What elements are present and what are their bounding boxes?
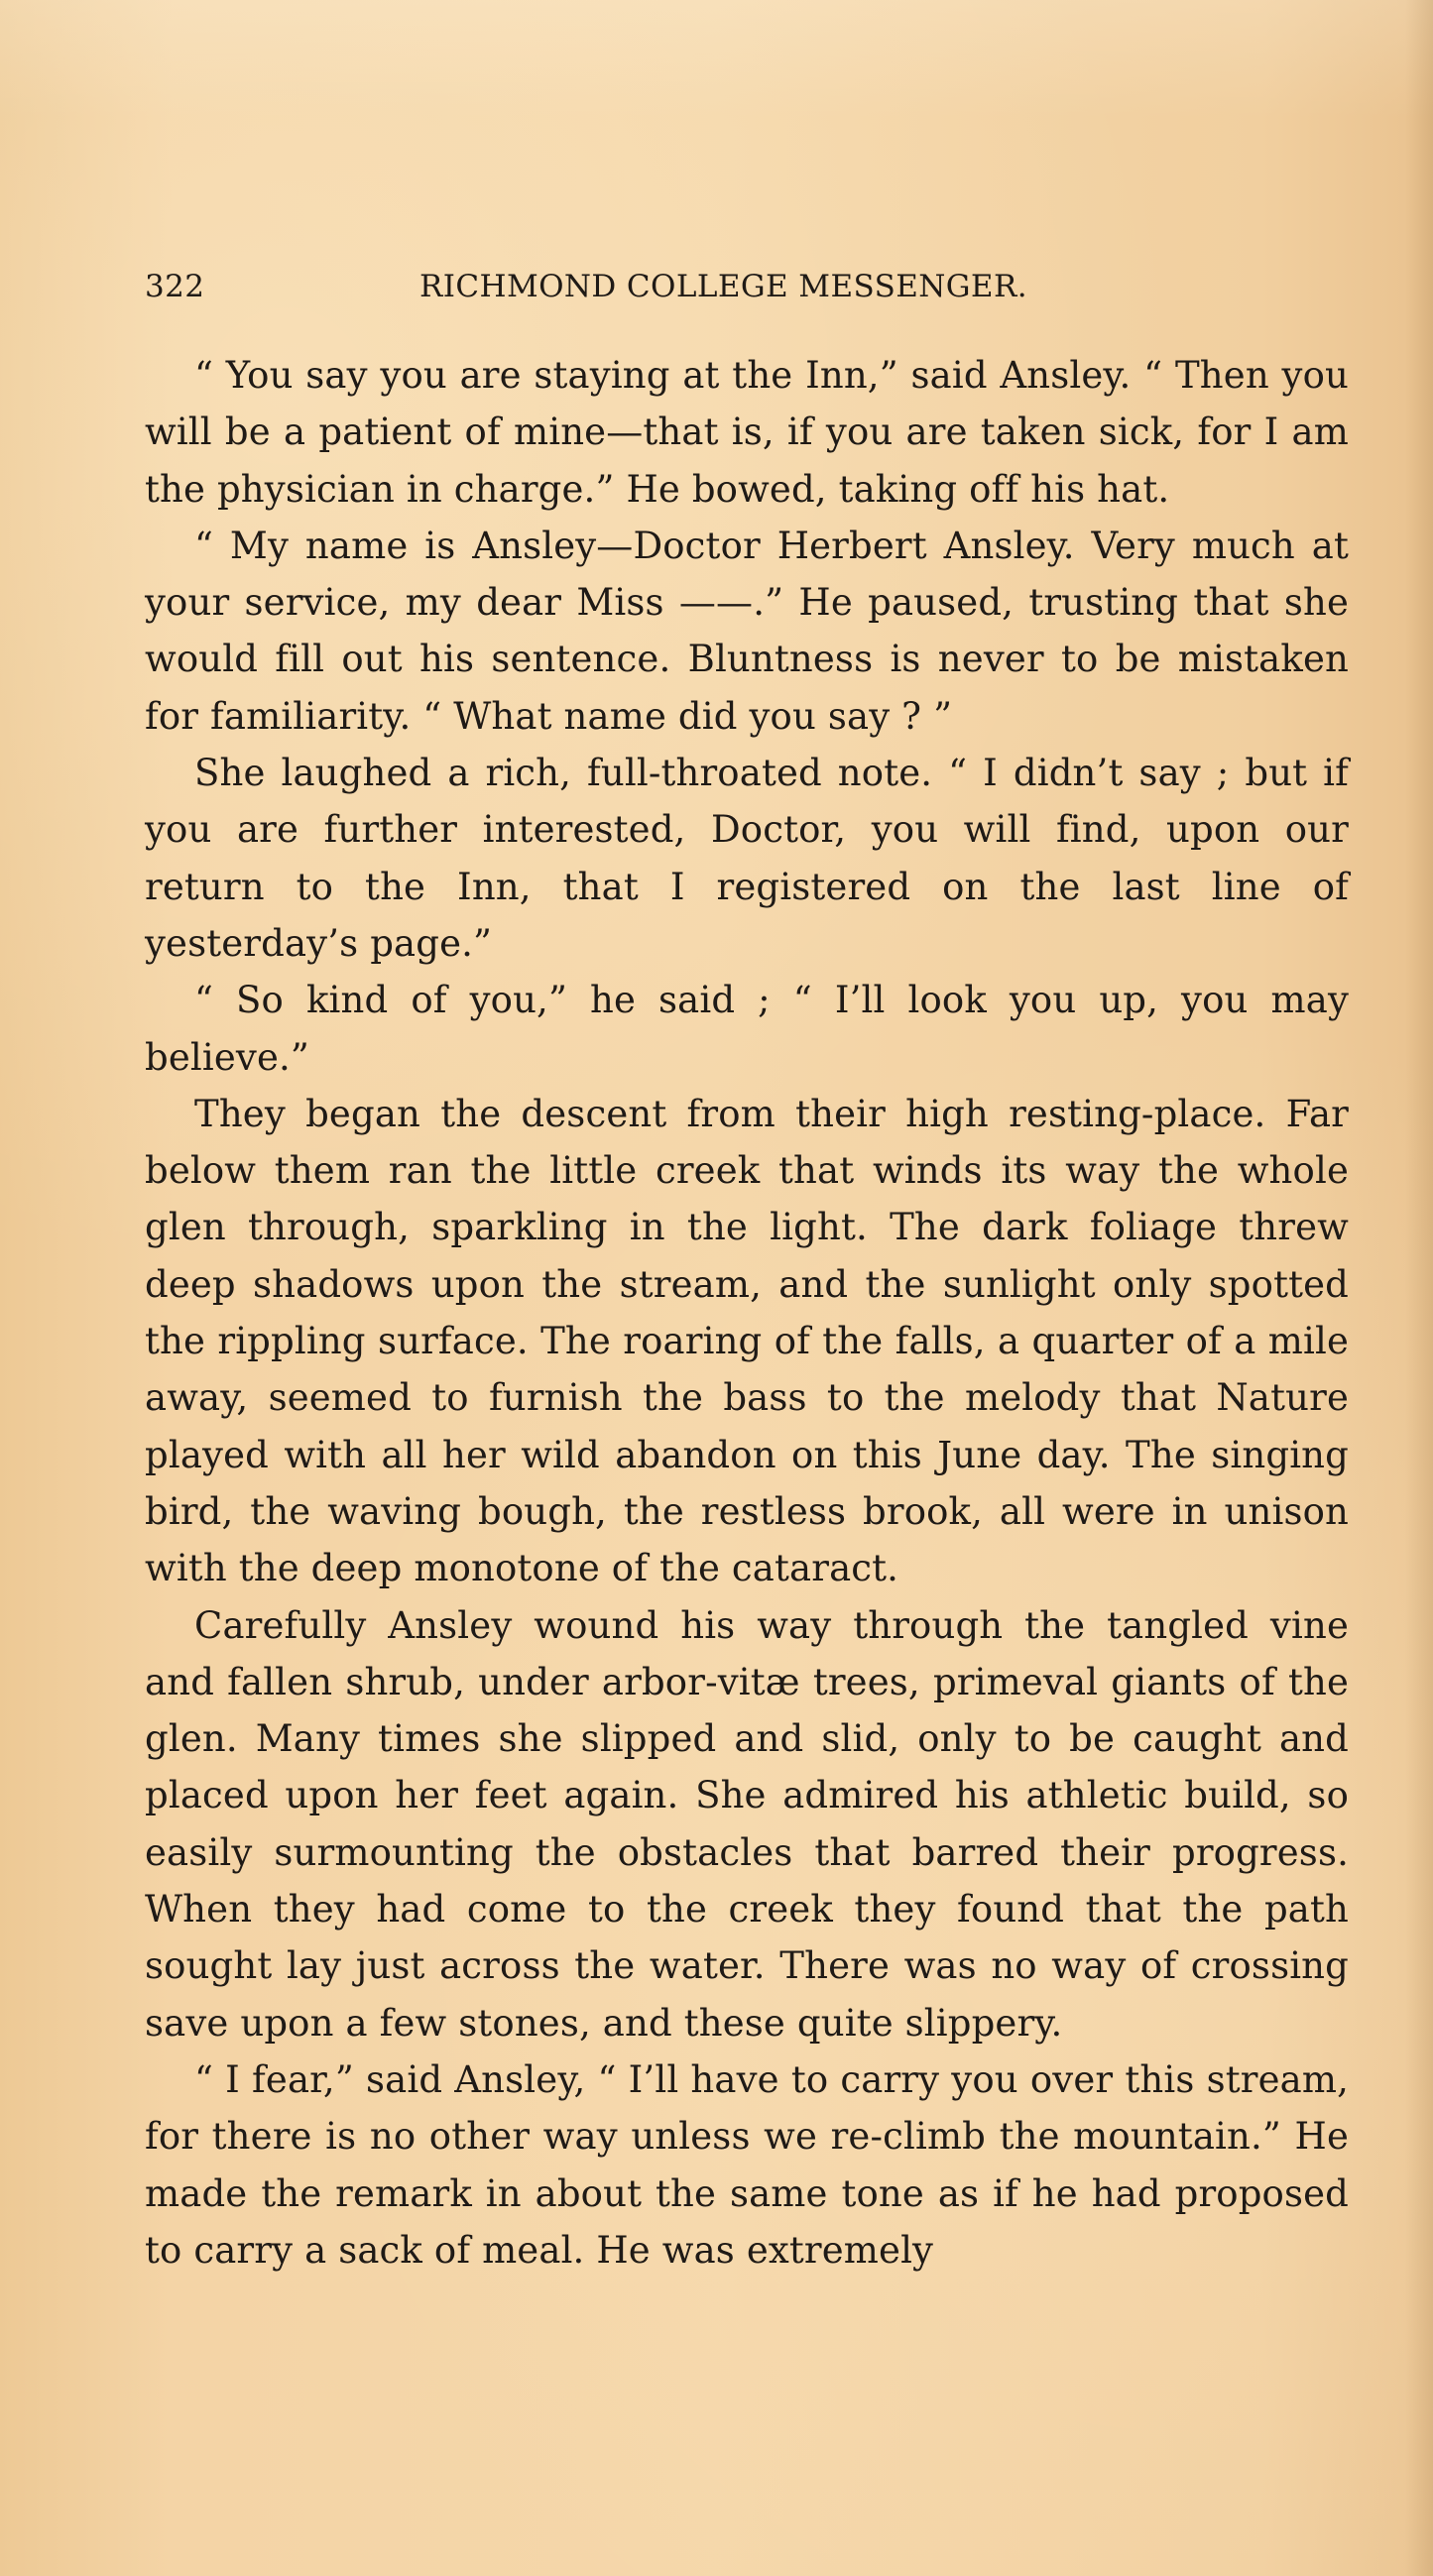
- paragraph-1: “ You say you are staying at the Inn,” said Ansley. “ Then you will be a patient of mine—that is, if you are taken sick, for I am the physician in charge.” He bowed, taking off his hat.: [145, 354, 1349, 511]
- body-text: [145, 347, 1349, 2279]
- running-header: [145, 263, 1349, 310]
- page-top-highlight: [0, 0, 1433, 119]
- paragraph-7: “ I fear,” said Ansley, “ I’ll have to carry you over this stream, for there is no other way unless we re-climb the mountain.” He made the remark in about the same tone as if he had proposed to carry a sack of meal. He was extremely: [145, 2057, 1349, 2272]
- paragraph-3: She laughed a rich, full-throated note. “ I didn’t say ; but if you are further interested, Doctor, you will find, upon our return to the Inn, that I registered on the last line of yesterday’s page.”: [145, 752, 1349, 965]
- paragraph-4: “ So kind of you,” he said ; “ I’ll look you up, you may believe.”: [145, 979, 1349, 1079]
- running-title: RICHMOND COLLEGE MESSENGER.: [419, 269, 1027, 304]
- page-content: [145, 263, 1349, 2279]
- paragraph-6: Carefully Ansley wound his way through the tangled vine and fallen shrub, under arbor-vitæ trees, primeval giants of the glen. Many times she slipped and slid, only to be caught and placed upon her feet again. She admired his athletic build, so easily surmounting the obstacles that barred their progress. When they had come to the creek they found that the path sought lay just across the water. There was no way of crossing save upon a few stones, and these quite slippery.: [145, 1603, 1349, 2045]
- paragraph-2: “ My name is Ansley—Doctor Herbert Ansley. Very much at your service, my dear Miss ——.” He paused, trusting that she would fill out his sentence. Bluntness is never to be mistaken for familiarity. “ What name did you say ? ”: [145, 524, 1349, 738]
- paragraph-5: They began the descent from their high resting-place. Far below them ran the little creek that winds its way the whole glen through, sparkling in the light. The dark foliage threw deep shadows upon the stream, and the sunlight only spotted the rippling surface. The roaring of the falls, a quarter of a mile away, seemed to furnish the bass to the melody that Nature played with all her wild abandon on this June day. The singing bird, the waving bough, the restless brook, all were in unison with the deep monotone of the cataract.: [145, 1092, 1349, 1590]
- page-edge-shadow: [1405, 0, 1433, 2576]
- page-number: 322: [145, 269, 205, 304]
